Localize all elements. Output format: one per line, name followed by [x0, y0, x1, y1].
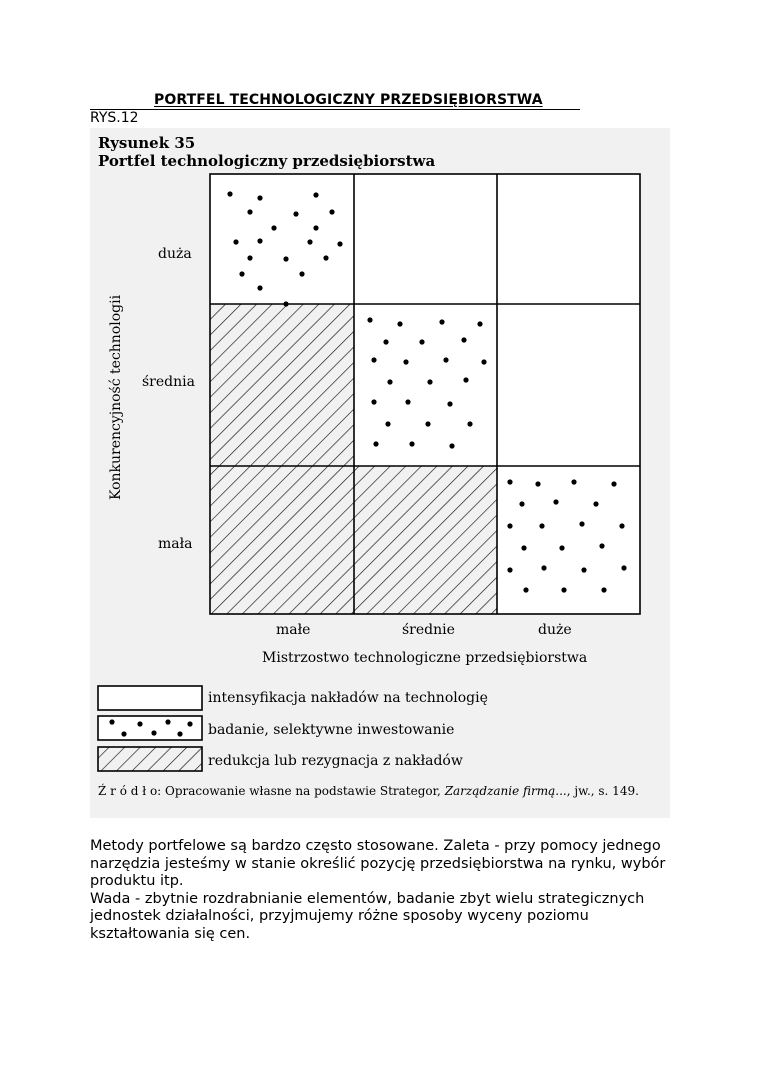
paragraph-disadvantages: Wada - zbytnie rozdrabnianie elementów, badanie zbyt wielu strategicznych jednostek działalności, przyjmujemy różne sposoby wyceny poziomu kształtowania się cen. — [90, 890, 645, 942]
row-label-low: mała — [158, 536, 193, 552]
source-prefix: Ź r ó d ł o: Opracowanie własne na podstawie Strategor, — [98, 784, 441, 798]
page-title: PORTFEL TECHNOLOGICZNY PRZEDSIĘBIORSTWA — [90, 92, 580, 110]
figure-number: Rysunek 35 — [98, 134, 196, 152]
body-text — [90, 838, 680, 943]
row-label-high: duża — [158, 246, 192, 262]
figure-source — [98, 784, 639, 798]
col-label-small: małe — [276, 622, 311, 638]
paragraph-advantages: Metody portfelowe są bardzo często stosowane. Zaleta - przy pomocy jednego narzędzia jesteśmy w stanie określić pozycję przedsiębiorstwa na rynku, wybór produktu itp. — [90, 838, 666, 889]
matrix-cells — [210, 174, 640, 614]
source-title: Zarządzanie firmą... — [444, 784, 567, 798]
y-axis-label: Konkurencyjność technologii — [108, 294, 124, 500]
source-suffix: , jw., s. 149. — [566, 784, 639, 798]
legend-label-dots: badanie, selektywne inwestowanie — [208, 722, 455, 738]
legend-label-blank: intensyfikacja nakładów na technologię — [208, 690, 488, 706]
scanned-figure — [90, 128, 670, 818]
portfolio-matrix-graphic — [90, 128, 670, 818]
col-label-large: duże — [538, 622, 572, 638]
col-label-medium: średnie — [402, 622, 455, 638]
x-axis-label: Mistrzostwo technologiczne przedsiębiorstwa — [262, 650, 588, 666]
figure-title: Portfel technologiczny przedsiębiorstwa — [98, 152, 436, 170]
row-label-medium: średnia — [142, 374, 195, 390]
legend-swatches — [98, 686, 202, 771]
figure-reference: RYS.12 — [90, 110, 139, 126]
legend-label-hatched: redukcja lub rezygnacja z nakładów — [208, 753, 463, 769]
